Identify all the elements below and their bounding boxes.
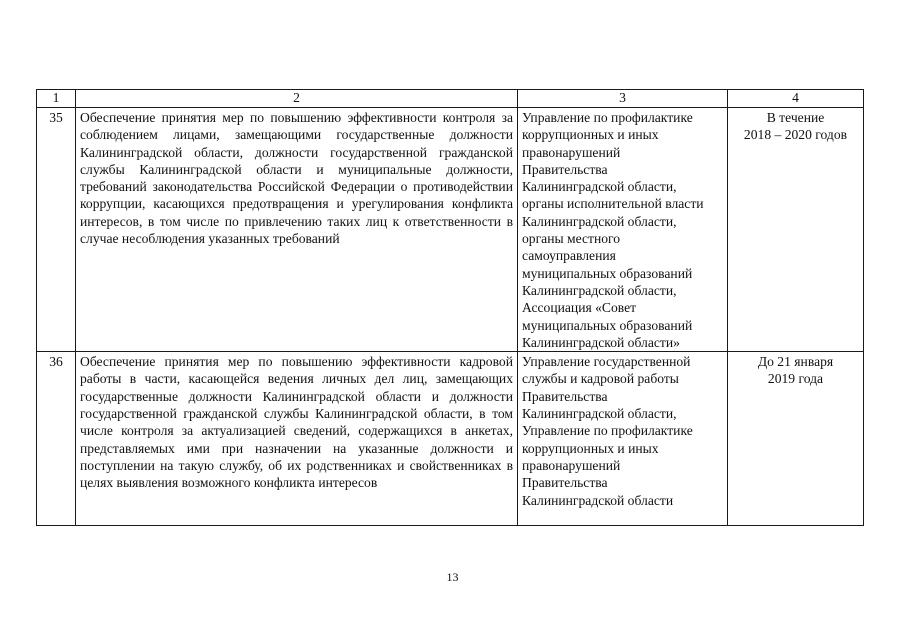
executor-line: Управление по профилактике <box>522 423 693 439</box>
executors-cell <box>518 352 728 526</box>
executor-line: Правительства <box>522 388 608 404</box>
page-number: 13 <box>446 570 459 584</box>
term-line: До 21 января <box>757 354 834 370</box>
executor-line: Калининградской области, <box>522 179 677 195</box>
executor-line: самоуправления <box>522 248 616 264</box>
executor-line: Калининградской области» <box>522 334 680 350</box>
term-line: 2018 – 2020 годов <box>743 127 848 143</box>
executors-cell <box>518 108 728 352</box>
header-col-3: 3 <box>518 90 728 108</box>
executor-line: Правительства <box>522 475 608 491</box>
header-col-2: 2 <box>76 90 518 108</box>
executor-line: Калининградской области, <box>522 282 677 298</box>
table-row-36 <box>37 352 864 526</box>
executor-line: Правительства <box>522 161 608 177</box>
measure-description: Обеспечение принятия мер по повышению эффективности кадровой работы в части, касающейся ведения личных дел лиц, замещающих государственные должности Калининградской области и должности государственной гражданской службы Калининградской области, в том числе контроля за актуализацией сведений, содержащихся в анкетах, представляемых ими при назначении на указанные должности и поступлении на такую службу, об их родственниках и свойственниках в целях выявления возможного конфликта интересов <box>76 352 518 526</box>
measures-table <box>36 89 864 526</box>
executor-line: Управление по профилактике <box>522 110 693 125</box>
executor-line: Калининградской области, <box>522 213 677 229</box>
executor-line: коррупционных и иных <box>522 440 659 456</box>
executor-line: Калининградской области <box>522 492 674 508</box>
term-line: 2019 года <box>767 371 824 387</box>
header-col-4: 4 <box>728 90 864 108</box>
row-number: 35 <box>37 108 76 352</box>
executor-line: органы местного <box>522 231 621 247</box>
executor-line: службы и кадровой работы <box>522 371 679 387</box>
term-cell <box>728 108 864 352</box>
table-row-35 <box>37 108 864 352</box>
executor-line: Ассоциация «Совет <box>522 300 637 316</box>
header-col-1: 1 <box>37 90 76 108</box>
executor-line: муниципальных образований <box>522 317 693 333</box>
executor-line: правонарушений <box>522 144 621 160</box>
executor-line: Калининградской области, <box>522 406 677 422</box>
table-header-row <box>37 90 864 108</box>
executor-line: органы исполнительной власти <box>522 196 704 212</box>
term-cell <box>728 352 864 526</box>
executor-line: муниципальных образований <box>522 265 693 281</box>
row-number: 36 <box>37 352 76 526</box>
measure-description: Обеспечение принятия мер по повышению эффективности контроля за соблюдением лицами, замещающими государственные должности Калининградской области, должности государственной гражданской службы Калининградской области и муниципальные должности, требований законодательства Российской Федерации о противодействии коррупции, касающихся предотвращения и урегулирования конфликта интересов, в том числе по привлечению таких лиц к ответственности в случае несоблюдения указанных требований <box>76 108 518 352</box>
term-line: В течение <box>766 110 825 125</box>
executor-line: правонарушений <box>522 457 621 473</box>
executor-line: коррупционных и иных <box>522 127 659 143</box>
executor-line: Управление государственной <box>522 354 691 370</box>
